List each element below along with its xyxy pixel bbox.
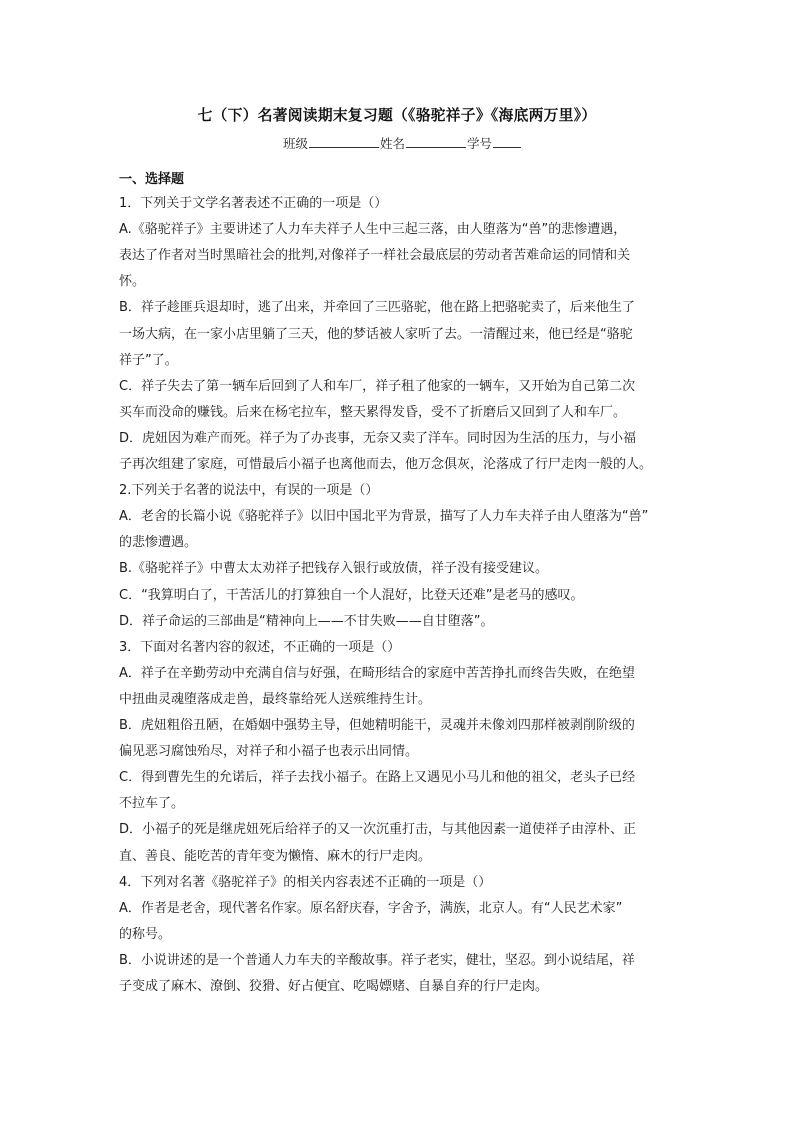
text-line: 的悲惨遭遇。 [119,535,198,551]
text-line: D．祥子命运的三部曲是“精神向上——不甘失败——自甘堕落”。 [119,613,494,629]
text-line: 偏见恶习腐蚀殆尽，对祥子和小福子也表示出同情。 [119,744,419,760]
text-line: C．得到曹先生的允诺后，祥子去找小福子。在路上又遇见小马儿和他的祖父，老头子已经 [119,770,636,786]
text-line: 直、善良、能吃苦的青年变为懒惰、麻木的行尸走肉。 [119,848,432,864]
student-info-line [283,134,522,152]
text-line: 祥子”了。 [119,352,178,368]
text-line: 子再次组建了家庭，可惜最后小福子也离他而去，他万念俱灰，沦落成了行尸走肉一般的人。 [119,457,653,472]
name-blank[interactable] [406,136,466,148]
id-label: 学号 [467,136,493,151]
text-line: 3．下面对名著内容的叙述，不正确的一项是（） [119,639,401,655]
text-line: 一场大病，在一家小店里躺了三天，他的梦话被人家听了去。一清醒过来，他已经是“骆驼 [119,326,633,342]
text-line: A．老舍的长篇小说《骆驼祥子》以旧中国北平为背景，描写了人力车夫祥子由人堕落为“兽” [119,509,649,525]
text-line: 表达了作者对当时黑暗社会的批判,对像祥子一样社会最底层的劳动者苦难命运的同情和关 [119,248,631,264]
class-blank[interactable] [309,136,379,148]
text-line: A．作者是老舍，现代著名作家。原名舒庆春，字舍予，满族，北京人。有“人民艺术家” [119,900,623,916]
section-heading: 一、选择题 [119,172,185,187]
text-line: B．小说讲述的是一个普通人力车夫的辛酸故事。祥子老实，健壮，坚忍。到小说结尾，祥 [119,952,635,968]
text-line: 1．下列关于文学名著表述不正确的一项是（） [119,196,388,211]
class-label: 班级 [283,136,309,151]
text-line: D．虎妞因为难产而死。祥子为了办丧事，无奈又卖了洋车。同时因为生活的压力，与小福 [119,430,637,446]
text-line: A．祥子在辛勤劳动中充满自信与好强，在畸形结合的家庭中苦苦挣扎而终告失败，在绝望 [119,665,635,681]
text-line: 中扭曲灵魂堕落成走兽，最终靠给死人送殡维持生计。 [119,691,432,707]
text-line: B．祥子趁匪兵退却时，逃了出来，并牵回了三匹骆驼，他在路上把骆驼卖了，后来他生了 [119,300,635,316]
text-line: B．虎妞粗俗丑陋，在婚姻中强势主导，但她精明能干，灵魂并未像刘四那样被剥削阶级的 [119,718,635,733]
text-line: B.《骆驼祥子》中曹太太劝祥子把钱存入银行或放债，祥子没有接受建议。 [119,561,549,577]
page-title: 七（下）名著阅读期末复习题（《骆驼祥子》《海底两万里》） [197,107,597,124]
text-line: 4．下列对名著《骆驼祥子》的相关内容表述不正确的一项是（） [119,874,492,890]
id-blank[interactable] [493,136,521,148]
text-line: A.《骆驼祥子》主要讲述了人力车夫祥子人生中三起三落，由人堕落为“兽”的悲惨遭遇， [119,222,627,238]
text-line: 怀。 [119,274,146,290]
text-line: C．祥子失去了第一辆车后回到了人和车厂，祥子租了他家的一辆车，又开始为自己第二次 [119,378,636,394]
name-label: 姓名 [380,136,406,151]
text-line: 2.下列关于名著的说法中，有误的一项是（） [119,483,379,499]
text-line: 买车而没命的赚钱。后来在杨宅拉车，整天累得发昏，受不了折磨后又回到了人和车厂。 [119,404,627,420]
text-line: D．小福子的死是继虎妞死后给祥子的又一次沉重打击，与其他因素一道使祥子由淳朴、正 [119,822,637,838]
text-line: 的称号。 [119,926,172,942]
text-line: 不拉车了。 [119,796,185,812]
text-line: 子变成了麻木、潦倒、狡猾、好占便宜、吃喝嫖赌、自暴自弃的行尸走肉。 [119,979,549,994]
text-line: C．“我算明白了，干苦活儿的打算独自一个人混好，比登天还难”是老马的感叹。 [119,587,584,603]
